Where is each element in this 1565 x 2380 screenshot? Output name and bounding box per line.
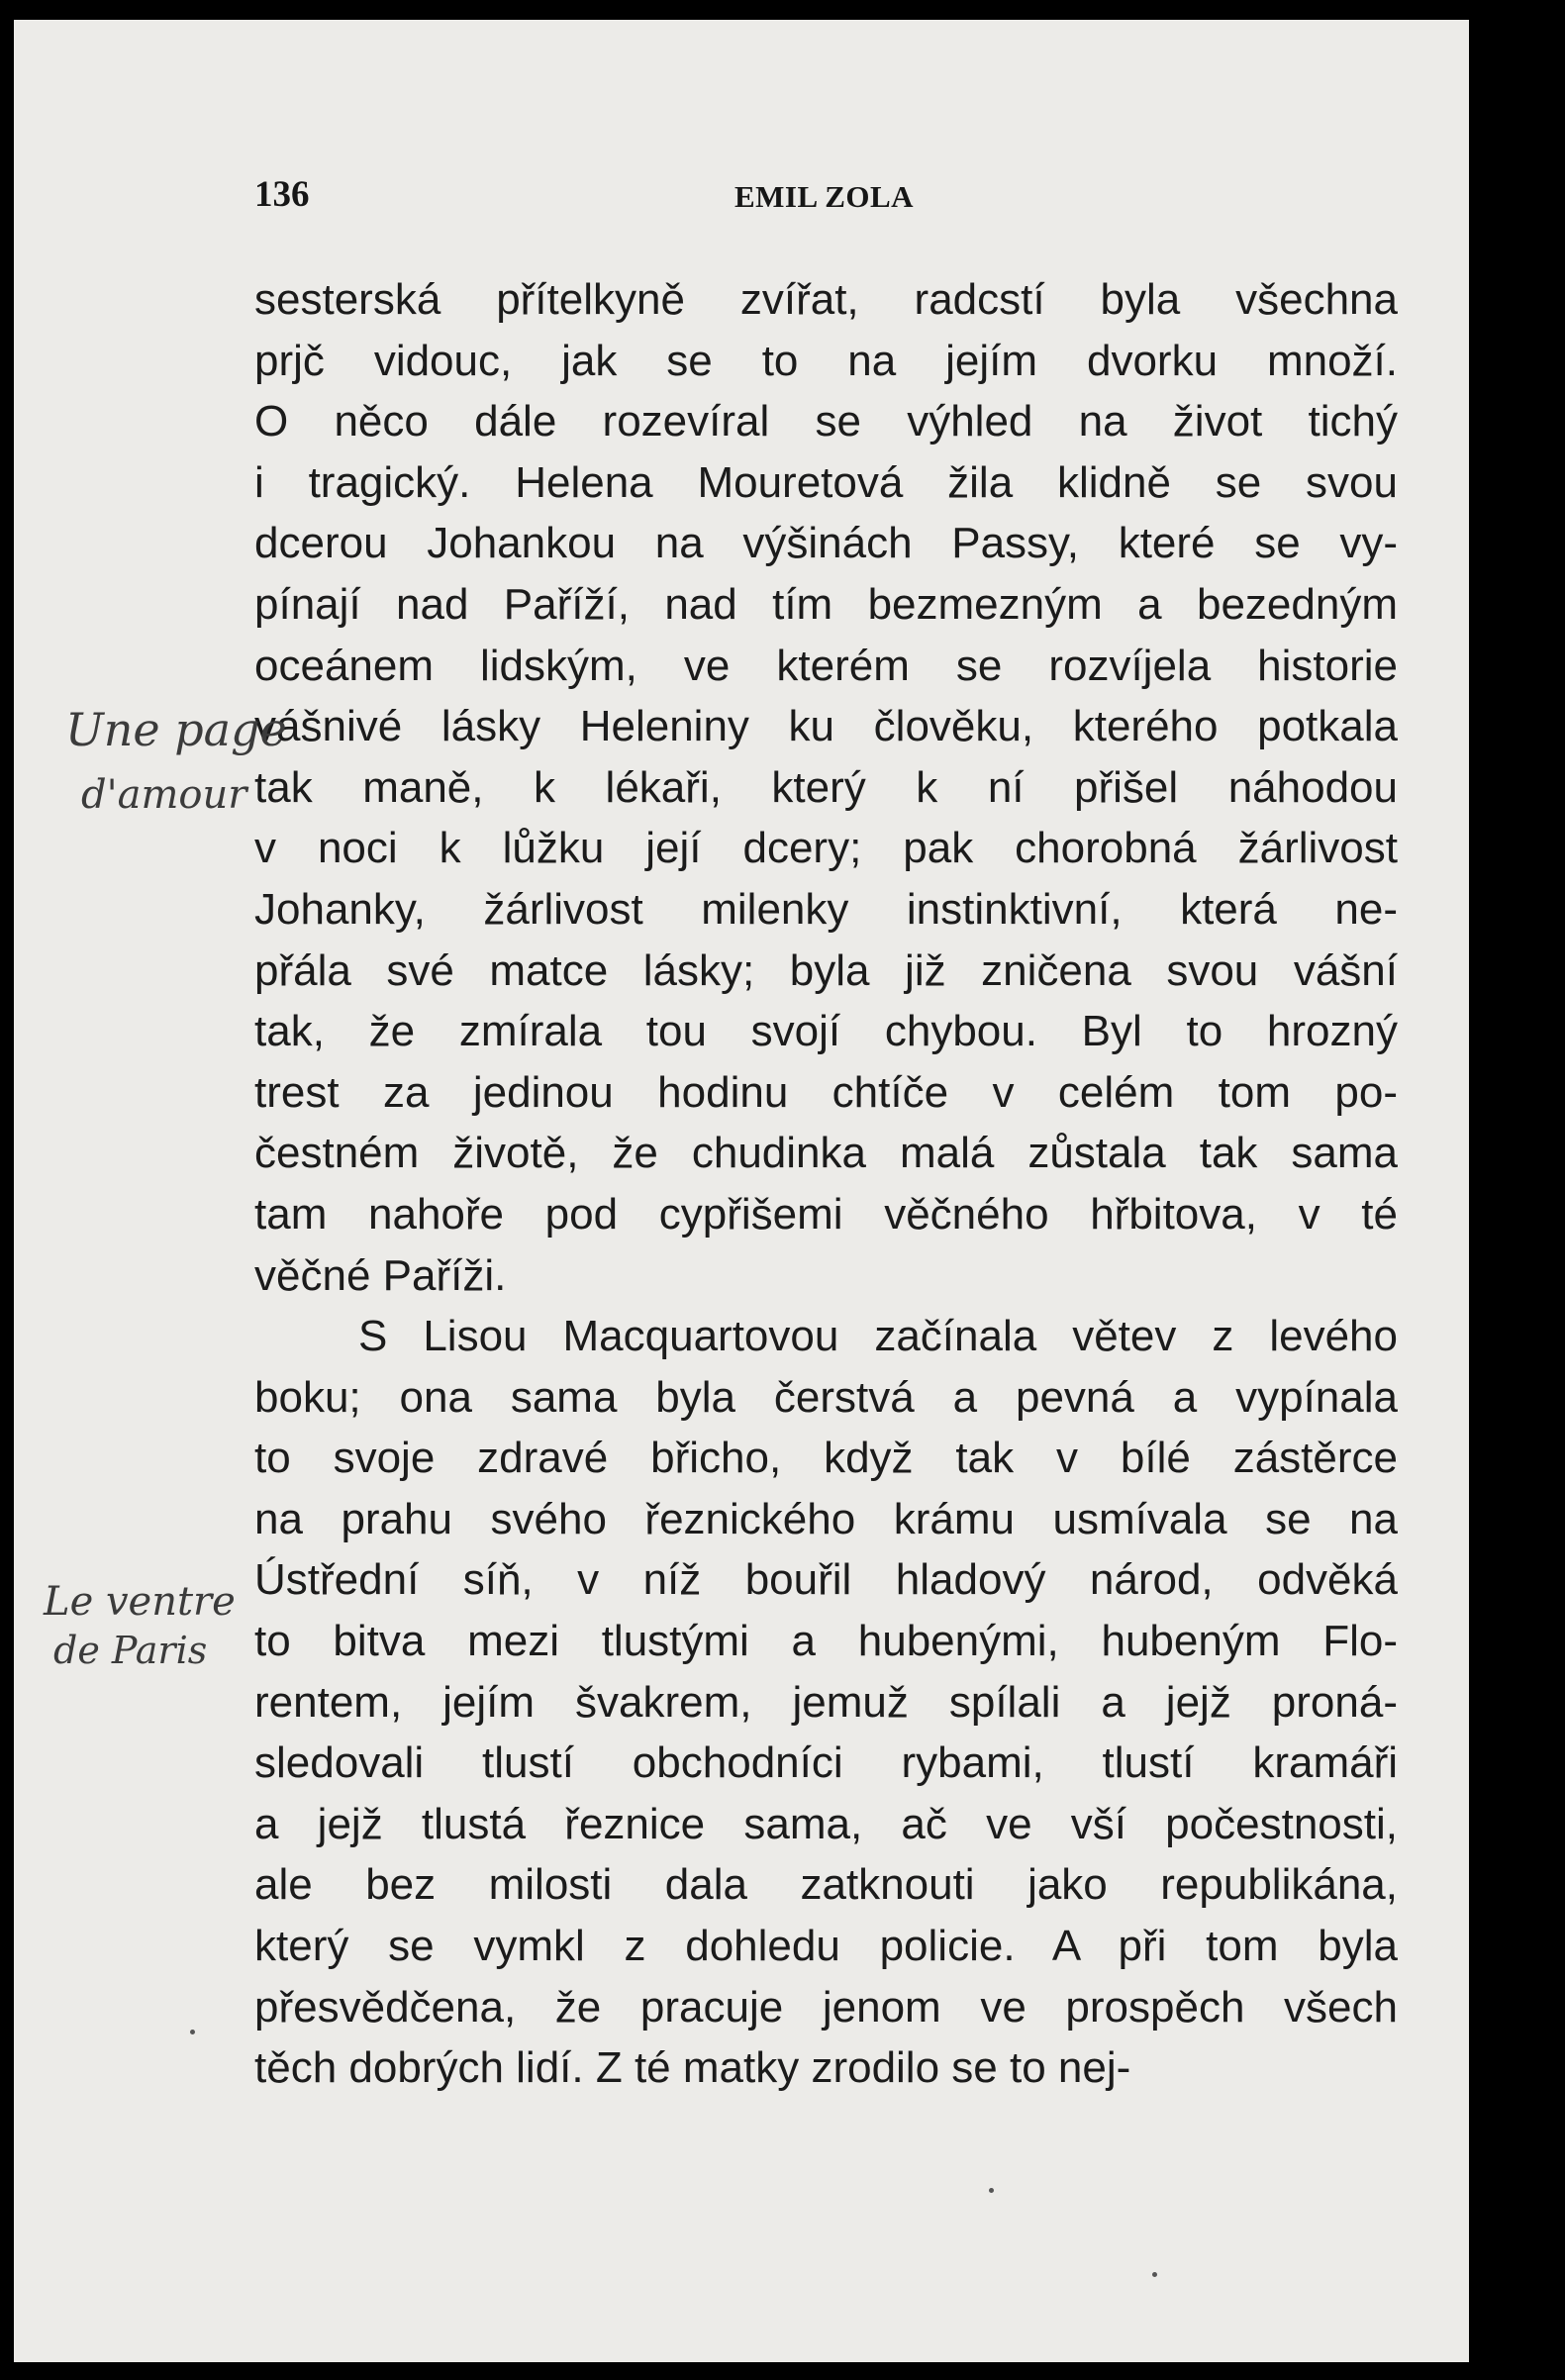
text-line: sledovali tlustí obchodníci rybami, tlustí kramáři	[254, 1738, 1398, 1788]
page-number: 136	[254, 174, 310, 215]
text-line: věčné Paříži.	[254, 1250, 507, 1300]
scan-border	[1469, 20, 1511, 2362]
text-line: O něco dále rozevíral se výhled na život tichý	[254, 397, 1398, 446]
text-line: sesterská přítelkyně zvířat, radcstí byla všechna	[254, 275, 1398, 324]
text-line: čestném životě, že chudinka malá zůstala tak sama	[254, 1129, 1398, 1178]
scan-speck	[190, 2030, 195, 2034]
body-text	[254, 269, 1398, 2099]
text-line: prjč vidouc, jak se to na jejím dvorku množí.	[254, 336, 1398, 385]
text-line: trest za jedinou hodinu chtíče v celém tom po-	[254, 1067, 1398, 1117]
page-header	[14, 155, 1511, 215]
text-line: Ústřední síň, v níž bouřil hladový národ, odvěká	[254, 1555, 1398, 1605]
text-line: který se vymkl z dohledu policie. A při tom byla	[254, 1922, 1398, 1971]
text-line: to svoje zdravé břicho, když tak v bílé zástěrce	[254, 1434, 1398, 1483]
paragraph-2	[254, 1306, 1398, 2099]
text-line: tam nahoře pod cypřišemi věčného hřbitova, v té	[254, 1189, 1398, 1239]
text-line: rentem, jejím švakrem, jemuž spílali a jejž proná-	[254, 1677, 1398, 1727]
text-line: Johanky, žárlivost milenky instinktivní, která ne-	[254, 884, 1398, 934]
text-line: pínají nad Paříží, nad tím bezmezným a bezedným	[254, 579, 1398, 629]
text-line: boku; ona sama byla čerstvá a pevná a vypínala	[254, 1372, 1398, 1422]
text-line: v noci k lůžku její dcery; pak chorobná žárlivost	[254, 824, 1398, 873]
scan-speck	[989, 2188, 994, 2193]
paragraph-1	[254, 269, 1398, 1306]
text-line: přála své matce lásky; byla již zničena svou vášní	[254, 945, 1398, 995]
text-line: tak, že zmírala tou svojí chybou. Byl to hrozný	[254, 1007, 1398, 1056]
margin-note: d'amour	[81, 772, 247, 818]
text-line: přesvědčena, že pracuje jenom ve prospěch všech	[254, 1982, 1398, 2032]
text-line: těch dobrých lidí. Z té matky zrodilo se to nej-	[254, 2043, 1131, 2093]
text-line: ale bez milosti dala zatknouti jako republikána,	[254, 1860, 1398, 1910]
text-line: tak maně, k lékaři, který k ní přišel náhodou	[254, 762, 1398, 812]
text-line: S Lisou Macquartovou začínala větev z levého	[358, 1312, 1398, 1361]
book-page	[14, 20, 1511, 2362]
text-line: vášnivé lásky Heleniny ku člověku, kterého potkala	[254, 702, 1398, 751]
text-line: oceánem lidským, ve kterém se rozvíjela historie	[254, 641, 1398, 690]
text-line: dcerou Johankou na výšinách Passy, které se vy-	[254, 519, 1398, 568]
text-line: na prahu svého řeznického krámu usmívala se na	[254, 1494, 1398, 1543]
margin-note: Le ventre	[44, 1579, 236, 1625]
text-line: i tragický. Helena Mouretová žila klidně se svou	[254, 457, 1398, 507]
margin-note: Une page	[65, 703, 287, 756]
scan-speck	[1152, 2272, 1157, 2277]
text-line: a jejž tlustá řeznice sama, ač ve vší počestnosti,	[254, 1799, 1398, 1848]
running-head: EMIL ZOLA	[734, 179, 915, 214]
margin-note: de Paris	[53, 1629, 208, 1672]
text-line: to bitva mezi tlustými a hubenými, hubeným Flo-	[254, 1617, 1398, 1666]
